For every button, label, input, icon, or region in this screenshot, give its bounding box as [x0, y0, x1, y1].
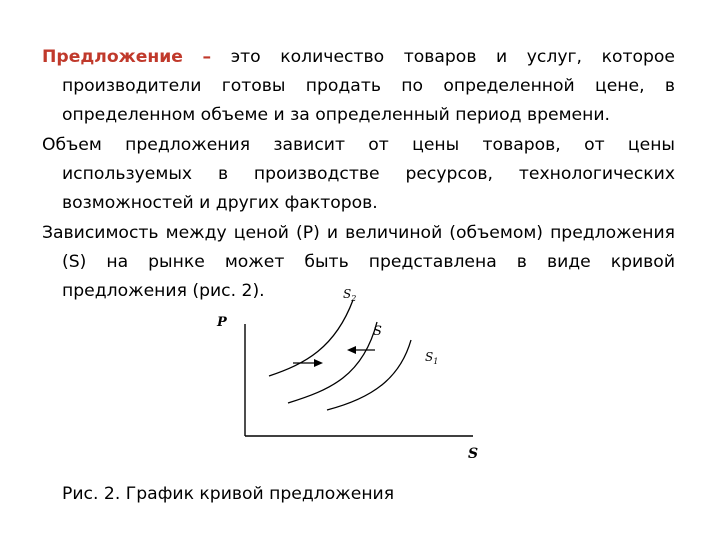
shift-right-arrow — [293, 359, 323, 367]
supply-curve-figure — [195, 278, 485, 472]
x-axis-label: S — [468, 446, 479, 462]
definition-paragraph — [42, 43, 675, 130]
definition-dash: – — [202, 47, 212, 68]
supply-curve-paragraph: Зависимость между ценой (Р) и величиной (объемом) предложения (S) на рынке может быть представлена в виде кривой предложения (рис. 2). — [42, 223, 675, 302]
y-axis-label: P — [217, 315, 227, 330]
definition-text: это количество товаров и услуг, которое производители готовы продать по определенной цене, в определенном объеме и за определенный период времени. — [62, 47, 676, 126]
supply-curve-diagram — [195, 278, 485, 468]
definition-term: Предложение — [42, 47, 183, 68]
curve-label-s1: $S_1$ — [425, 350, 439, 366]
shift-left-arrow — [347, 346, 375, 354]
supply-curve-s2 — [269, 300, 353, 376]
supply-factors-paragraph: Объем предложения зависит от цены товаров, от цены используемых в производстве ресурсов, технологических возможностей и других факторов. — [42, 135, 675, 214]
curve-label-s: S — [373, 324, 382, 339]
curve-label-s2: $S_2$ — [343, 287, 357, 303]
figure-caption: Рис. 2. График кривой предложения — [62, 484, 395, 504]
